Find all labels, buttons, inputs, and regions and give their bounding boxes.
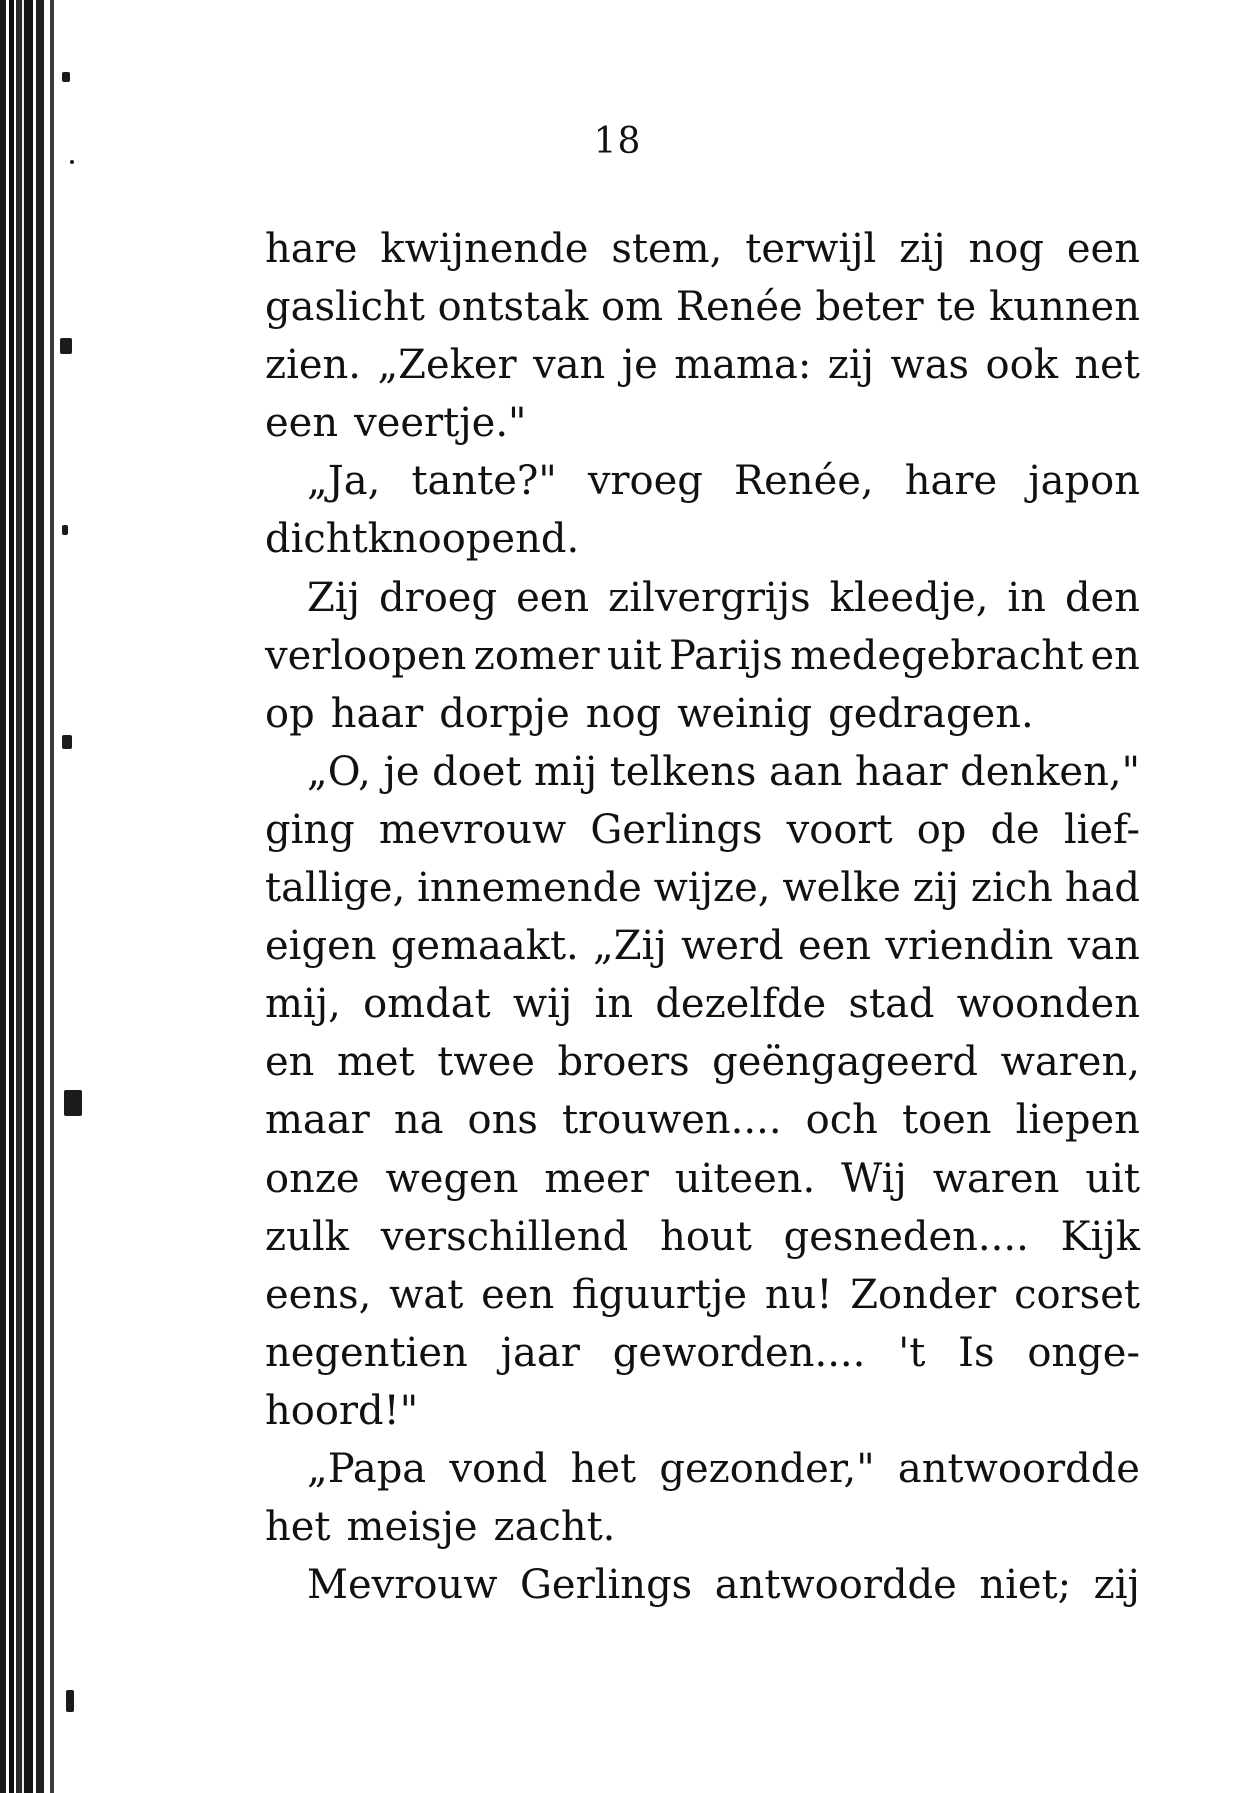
text-line <box>265 1208 1140 1266</box>
word: och <box>805 1097 878 1144</box>
text-line <box>265 627 1140 685</box>
word: gezonder," <box>659 1445 875 1492</box>
word: hout <box>660 1213 752 1260</box>
word: „Papa <box>307 1445 427 1492</box>
word: dezelfde <box>655 981 827 1028</box>
word: gesneden.... <box>783 1213 1029 1260</box>
word: medegebracht <box>790 632 1084 679</box>
text-line <box>265 1556 1140 1614</box>
word: eigen <box>265 923 377 970</box>
word: „Ja, <box>307 458 381 505</box>
word: beter <box>815 284 924 331</box>
text-line <box>265 1150 1140 1208</box>
word: waren, <box>1000 1039 1140 1086</box>
text-line <box>265 1324 1140 1382</box>
word: woonden <box>956 981 1140 1028</box>
word: ook <box>985 342 1058 389</box>
word: Renée, <box>734 458 874 505</box>
text-line <box>265 1440 1140 1498</box>
word: je <box>383 748 420 795</box>
text-line <box>265 859 1140 917</box>
word: den <box>1064 574 1140 621</box>
word: gemaakt. <box>390 923 579 970</box>
word: niet; <box>979 1562 1072 1609</box>
text-line <box>265 1498 1140 1556</box>
word: haar <box>855 748 948 795</box>
word: vriendin <box>885 923 1054 970</box>
text-line <box>265 1091 1140 1149</box>
word: Zij <box>307 574 360 621</box>
word: onge- <box>1027 1329 1140 1376</box>
word: vroeg <box>587 458 703 505</box>
word: tallige, <box>265 865 406 912</box>
word: zij <box>1093 1562 1140 1609</box>
word: om <box>601 284 664 331</box>
word: had <box>1064 865 1140 912</box>
word: haar <box>330 690 424 737</box>
word: corset <box>1014 1271 1140 1318</box>
word: doet <box>432 748 522 795</box>
word: te <box>936 284 977 331</box>
word: zacht. <box>493 1504 616 1551</box>
word: verloopen <box>265 632 467 679</box>
word: was <box>890 342 970 389</box>
word: ons <box>467 1097 538 1144</box>
word: japon <box>1028 458 1140 505</box>
word: een <box>265 400 339 447</box>
word: vond <box>449 1445 548 1492</box>
word: zij <box>827 342 875 389</box>
word: omdat <box>363 981 491 1028</box>
word: mij <box>534 748 598 795</box>
word: hare <box>265 226 358 272</box>
word: ontstak <box>437 284 589 331</box>
word: broers <box>557 1039 690 1086</box>
word: zulk <box>265 1213 349 1260</box>
word: op <box>265 690 315 737</box>
word: en <box>1090 632 1140 679</box>
word: uiteen. <box>674 1155 816 1202</box>
text-line <box>265 394 1140 452</box>
word: figuurtje <box>571 1271 748 1318</box>
text-line <box>265 975 1140 1033</box>
word: zien. <box>265 342 362 389</box>
word: maar <box>265 1097 370 1144</box>
word: droeg <box>378 574 498 621</box>
word: het <box>265 1504 331 1551</box>
word: hoord!" <box>265 1387 419 1434</box>
word: nog <box>968 226 1044 272</box>
word: de <box>990 806 1040 853</box>
word: welke <box>782 865 901 912</box>
word: lief- <box>1063 806 1140 853</box>
word: geworden.... <box>612 1329 866 1376</box>
word: hare <box>904 458 998 505</box>
word: een <box>797 923 872 970</box>
text-line <box>265 569 1140 627</box>
word: na <box>393 1097 444 1144</box>
word: liepen <box>1015 1097 1140 1144</box>
binding-speck <box>64 1090 82 1116</box>
text-line <box>265 220 1140 278</box>
word: Kijk <box>1060 1213 1140 1260</box>
binding-edge <box>0 0 92 1793</box>
text-line <box>265 917 1140 975</box>
word: dorpje <box>439 690 570 737</box>
word: ging <box>265 806 355 853</box>
word: meisje <box>346 1504 478 1551</box>
word: zij <box>912 865 960 912</box>
word: twee <box>437 1039 535 1086</box>
word: zilvergrijs <box>608 574 811 621</box>
word: 't <box>898 1329 926 1376</box>
binding-speck <box>66 1690 74 1712</box>
word: zij <box>899 226 946 272</box>
word: mama: <box>674 342 812 389</box>
word: wijze, <box>653 865 771 912</box>
word: Is <box>958 1329 995 1376</box>
text-line <box>265 743 1140 801</box>
word: een <box>481 1271 555 1318</box>
word: voort <box>786 806 893 853</box>
text-line <box>265 801 1140 859</box>
word: dichtknoopend. <box>265 516 580 563</box>
word: veertje." <box>354 400 527 447</box>
binding-speck <box>62 525 68 535</box>
word: kunnen <box>989 284 1140 331</box>
word: een <box>1066 226 1140 272</box>
word: weinig <box>677 690 813 737</box>
word: denken," <box>960 748 1140 795</box>
word: Gerlings <box>590 806 763 853</box>
word: net <box>1074 342 1140 389</box>
body-text <box>265 220 1140 1614</box>
text-line <box>265 1033 1140 1091</box>
word: terwijl <box>745 226 877 272</box>
word: kleedje, <box>829 574 989 621</box>
text-line <box>265 510 1140 568</box>
word: van <box>533 342 606 389</box>
word: „Zeker <box>377 342 517 389</box>
word: jaar <box>500 1329 580 1376</box>
word: Parijs <box>669 632 783 679</box>
word: stem, <box>611 226 723 272</box>
word: zich <box>970 865 1053 912</box>
word: wat <box>389 1271 464 1318</box>
word: Renée <box>675 284 803 331</box>
word: en <box>265 1039 315 1086</box>
word: van <box>1067 923 1140 970</box>
word: mij, <box>265 981 341 1028</box>
word: in <box>1007 574 1046 621</box>
word: uit <box>607 632 662 679</box>
binding-speck <box>62 735 72 749</box>
text-line <box>265 278 1140 336</box>
word: meer <box>544 1155 649 1202</box>
word: innemende <box>417 865 642 912</box>
word: aan <box>769 748 843 795</box>
text-line <box>265 1266 1140 1324</box>
word: negentien <box>265 1329 468 1376</box>
text-line <box>265 336 1140 394</box>
word: tante?" <box>411 458 557 505</box>
binding-speck <box>60 338 72 354</box>
word: Wij <box>841 1155 907 1202</box>
word: Zonder <box>850 1271 997 1318</box>
word: Mevrouw <box>307 1562 498 1609</box>
word: geëngageerd <box>712 1039 979 1086</box>
binding-speck <box>62 72 70 82</box>
word: verschillend <box>380 1213 629 1260</box>
text-line <box>265 452 1140 510</box>
word: telkens <box>609 748 757 795</box>
word: met <box>337 1039 415 1086</box>
word: toen <box>901 1097 992 1144</box>
word: Gerlings <box>519 1562 693 1609</box>
word: „Zij <box>593 923 667 970</box>
word: gaslicht <box>265 284 425 331</box>
word: antwoordde <box>714 1562 957 1609</box>
word: op <box>916 806 967 853</box>
word: werd <box>681 923 784 970</box>
word: waren <box>932 1155 1060 1202</box>
word: wij <box>512 981 573 1028</box>
page-number: 18 <box>593 121 642 162</box>
word: wegen <box>385 1155 519 1202</box>
word: nu! <box>764 1271 833 1318</box>
word: in <box>594 981 634 1028</box>
word: eens, <box>265 1271 372 1318</box>
word: trouwen.... <box>561 1097 782 1144</box>
word: kwijnende <box>380 226 589 272</box>
word: onze <box>265 1155 360 1202</box>
word: antwoordde <box>897 1445 1140 1492</box>
word: gedragen. <box>828 690 1034 737</box>
word: je <box>621 342 658 389</box>
word: nog <box>585 690 662 737</box>
word: het <box>570 1445 637 1492</box>
text-line <box>265 685 1140 743</box>
word: stad <box>848 981 935 1028</box>
word: „O, <box>307 748 371 795</box>
word: zomer <box>473 632 600 679</box>
text-line <box>265 1382 1140 1440</box>
word: een <box>516 574 590 621</box>
word: uit <box>1085 1155 1140 1202</box>
word: mevrouw <box>378 806 567 853</box>
